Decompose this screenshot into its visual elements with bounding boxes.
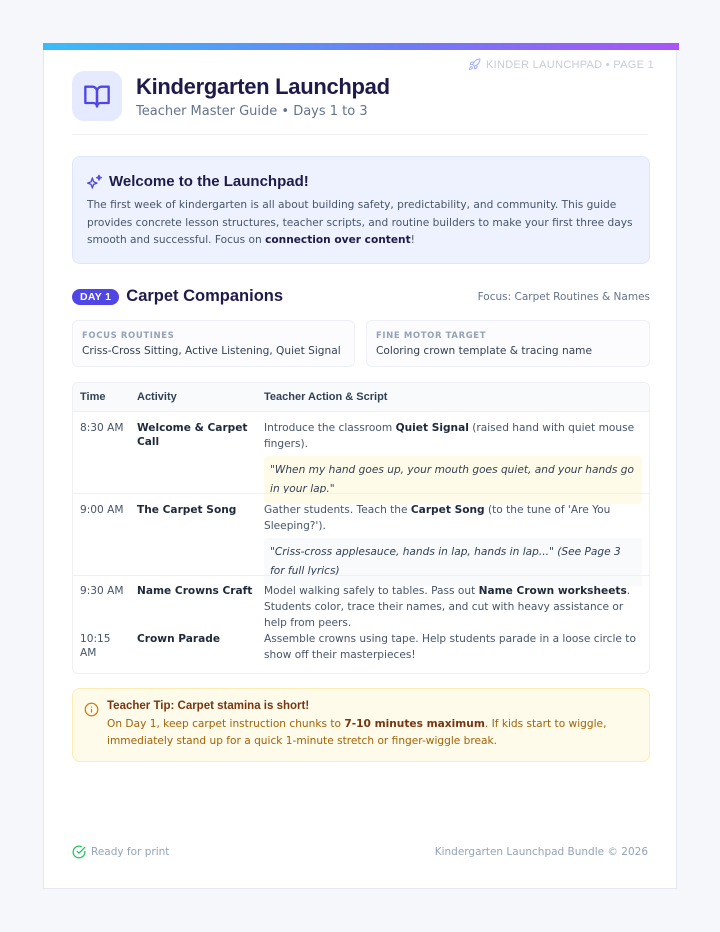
ready-status	[72, 845, 169, 859]
script-quote: "When my hand goes up, your mouth goes quiet, and your hands go in your lap."	[264, 456, 642, 504]
card-value: Coloring crown template & tracing name	[376, 345, 593, 357]
card-value: Criss-Cross Sitting, Active Listening, Quiet Signal	[82, 345, 341, 357]
guide-page	[43, 43, 677, 889]
page-subtitle: Teacher Master Guide • Days 1 to 3	[136, 103, 368, 119]
book-open-icon	[83, 82, 111, 110]
teacher-tip-callout	[72, 688, 650, 762]
fine-motor-card	[366, 320, 650, 367]
welcome-emphasis: connection over content	[265, 234, 411, 246]
row-activity: Crown Parade	[137, 633, 221, 645]
tip-title: Teacher Tip: Carpet stamina is short!	[107, 700, 310, 712]
table-row	[73, 411, 649, 493]
tip-text: On Day 1, keep carpet instruction chunks to 7-10 minutes maximum. If kids start to wiggle, immediately stand up for a quick 1-minute stretch or finger-wiggle break.	[107, 718, 607, 747]
header-activity: Activity	[137, 391, 177, 403]
row-time: 9:00 AM	[80, 504, 124, 516]
day-focus: Focus: Carpet Routines & Names	[477, 290, 650, 303]
header-time: Time	[80, 391, 106, 403]
table-header	[73, 383, 649, 411]
header-teacher-action: Teacher Action & Script	[264, 391, 388, 403]
header-divider	[72, 134, 648, 135]
row-teacher-action: Assemble crowns using tape. Help students parade in a loose circle to show off their masterpieces!	[264, 633, 636, 661]
row-activity: The Carpet Song	[137, 504, 237, 516]
row-time: 9:30 AM	[80, 585, 124, 597]
ready-status-label: Ready for print	[91, 846, 170, 858]
table-row	[73, 493, 649, 575]
welcome-text: The first week of kindergarten is all about building safety, predictability, and community. This guide provides concrete lesson structures, teacher scripts, and routine builders to make your first three days smooth and successful. Focus on connection over content!	[87, 199, 633, 246]
row-teacher-action: Gather students. Teach the Carpet Song (to the tune of 'Are You Sleeping?'). "Criss-cross applesauce, hands in lap, hands in lap..." (See Page 3 for full lyrics)	[264, 502, 642, 586]
page-title: Kindergarten Launchpad	[136, 73, 390, 99]
day-title: Carpet Companions	[126, 287, 284, 305]
focus-routines-card	[72, 320, 355, 367]
sparkles-icon	[87, 174, 103, 190]
row-activity: Name Crowns Craft	[137, 585, 253, 597]
row-teacher-action: Introduce the classroom Quiet Signal (raised hand with quiet mouse fingers). "When my hand goes up, your mouth goes quiet, and your hands go in your lap."	[264, 420, 642, 504]
logo	[72, 71, 122, 121]
row-activity: Welcome & Carpet Call	[137, 422, 248, 448]
welcome-callout	[72, 156, 650, 264]
row-teacher-action: Model walking safely to tables. Pass out Name Crown worksheets. Students color, trace their names, and cut with heavy assistance or help from peers.	[264, 585, 631, 629]
page-tag-label: KINDER LAUNCHPAD • PAGE 1	[485, 58, 654, 71]
rocket-icon	[468, 58, 481, 71]
day-badge: DAY 1	[72, 289, 119, 305]
table-row	[73, 575, 649, 629]
row-time: 10:15 AM	[80, 633, 111, 659]
footer	[72, 845, 648, 859]
check-circle-icon	[72, 845, 86, 859]
card-label: FOCUS ROUTINES	[82, 331, 175, 341]
table-row	[73, 625, 649, 674]
day-header	[72, 287, 650, 306]
schedule-table	[72, 382, 650, 674]
info-icon	[84, 702, 99, 717]
gradient-top-bar	[43, 43, 679, 50]
copyright: Kindergarten Launchpad Bundle © 2026	[434, 846, 648, 858]
page-tag	[468, 58, 654, 71]
welcome-title: Welcome to the Launchpad!	[109, 173, 309, 190]
header	[72, 71, 390, 121]
card-label: FINE MOTOR TARGET	[376, 331, 487, 341]
row-time: 8:30 AM	[80, 422, 124, 434]
script-quote: "Criss-cross applesauce, hands in lap, hands in lap..." (See Page 3 for full lyrics)	[264, 538, 642, 586]
